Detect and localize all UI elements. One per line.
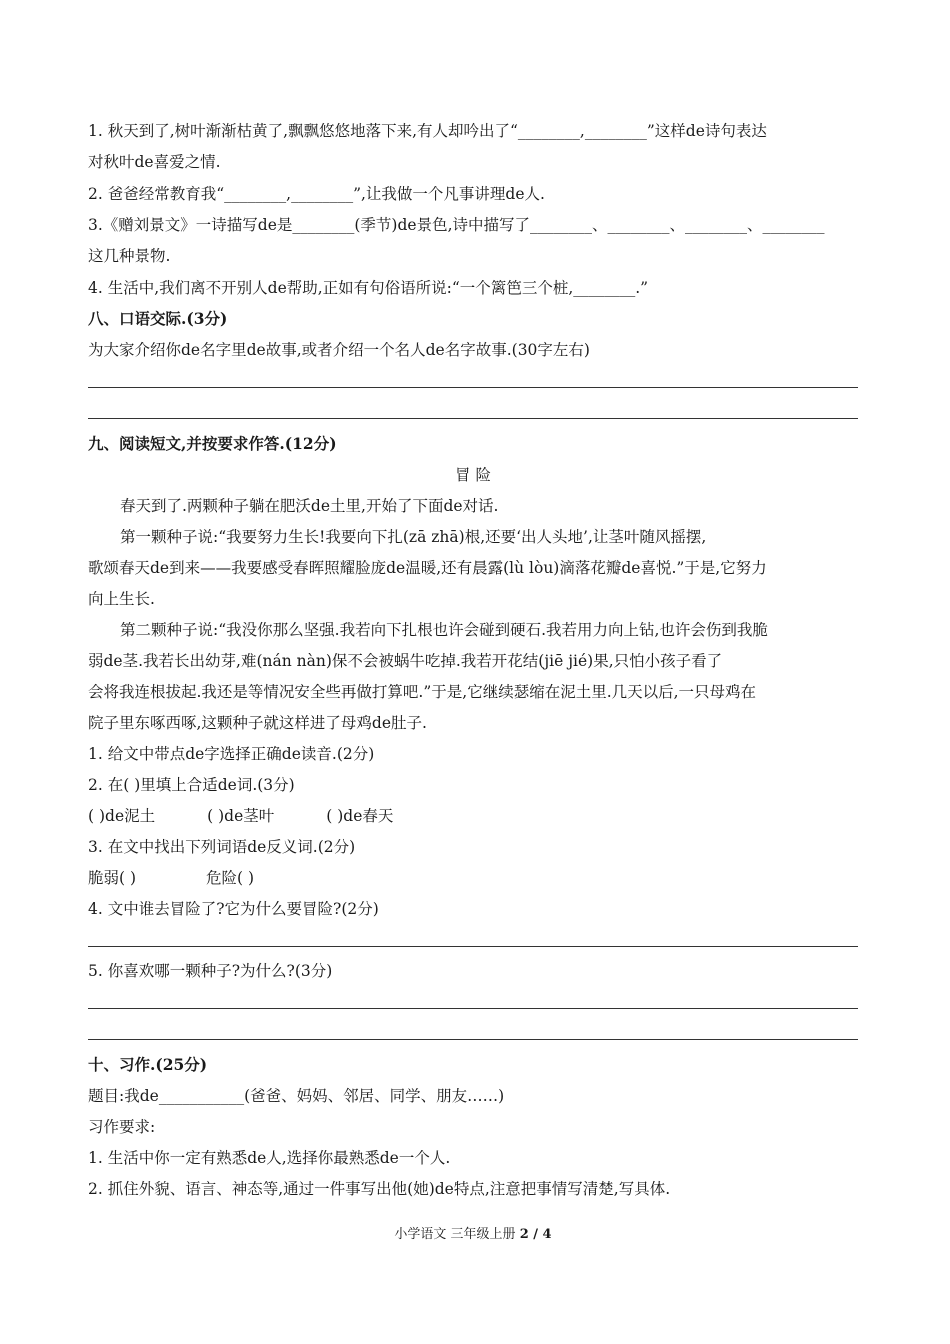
- story-title: 冒 险: [455, 466, 491, 484]
- footer-subject: 小学语文 三年级上册: [394, 1227, 520, 1242]
- s9-q1: 1. 给文中带点de字选择正确de读音.(2分): [88, 745, 375, 763]
- s7-q1-line2: 对秋叶de喜爱之情.: [88, 153, 221, 171]
- essay-topic: 题目:我de___________(爸爸、妈妈、邻居、同学、朋友……): [88, 1087, 505, 1105]
- answer-line: [88, 387, 858, 388]
- section9-title: 九、阅读短文,并按要求作答.(12分): [88, 434, 337, 453]
- story-p2-line2: 歌颂春天de到来——我要感受春晖照耀脸庞de温暖,还有晨露(lù lòu)滴落花瓣de喜悦.”于是,它努力: [88, 559, 767, 577]
- story-p2-line3: 向上生长.: [88, 590, 155, 608]
- s7-q3-line1: 3.《赠刘景文》一诗描写de是________(季节)de景色,诗中描写了________、________、________、________: [88, 216, 825, 234]
- answer-line: [88, 946, 858, 947]
- essay-req-label: 习作要求:: [88, 1118, 156, 1136]
- antonym-danger: 危险( ): [206, 869, 255, 887]
- answer-line: [88, 1008, 858, 1009]
- story-p3-line2: 弱de茎.我若长出幼芽,难(nán nàn)保不会被蜗牛吃掉.我若开花结(jiē jié)果,只怕小孩子看了: [88, 652, 723, 670]
- section10-title: 十、习作.(25分): [88, 1055, 208, 1074]
- antonym-fragile: 脆弱( ): [88, 869, 137, 887]
- story-p3-line4: 院子里东啄西啄,这颗种子就这样进了母鸡de肚子.: [88, 714, 427, 732]
- s9-q2-blanks: [88, 806, 393, 826]
- s9-q3: 3. 在文中找出下列词语de反义词.(2分): [88, 838, 356, 856]
- answer-line: [88, 418, 858, 419]
- s7-q4: 4. 生活中,我们离不开别人de帮助,正如有句俗语所说:“一个篱笆三个桩,________.”: [88, 279, 649, 297]
- s9-q5: 5. 你喜欢哪一颗种子?为什么?(3分): [88, 962, 333, 980]
- s7-q2: 2. 爸爸经常教育我“________,________”,让我做一个凡事讲理de人.: [88, 185, 545, 203]
- blank-soil: ( )de泥土: [88, 807, 156, 825]
- story-p1: 春天到了.两颗种子躺在肥沃de土里,开始了下面de对话.: [120, 497, 499, 515]
- s9-q3-blanks: [88, 868, 254, 888]
- section8-title: 八、口语交际.(3分): [88, 309, 228, 328]
- s9-q2: 2. 在( )里填上合适de词.(3分): [88, 776, 295, 794]
- page-footer: [88, 1226, 858, 1244]
- answer-line: [88, 1039, 858, 1040]
- section8-prompt: 为大家介绍你de名字里de故事,或者介绍一个名人de名字故事.(30字左右): [88, 341, 590, 359]
- story-p2-line1: 第一颗种子说:“我要努力生长!我要向下扎(zā zhā)根,还要‘出人头地’,让茎叶随风摇摆,: [120, 528, 707, 546]
- exam-page: [88, 0, 858, 1344]
- s9-q4: 4. 文中谁去冒险了?它为什么要冒险?(2分): [88, 900, 379, 918]
- blank-stem: ( )de茎叶: [207, 807, 275, 825]
- essay-req-1: 1. 生活中你一定有熟悉de人,选择你最熟悉de一个人.: [88, 1149, 451, 1167]
- s7-q1-line1: 1. 秋天到了,树叶渐渐枯黄了,飘飘悠悠地落下来,有人却吟出了“________,________”这样de诗句表达: [88, 122, 767, 140]
- essay-req-2: 2. 抓住外貌、语言、神态等,通过一件事写出他(她)de特点,注意把事情写清楚,写具体.: [88, 1180, 671, 1198]
- page-number: 2 / 4: [519, 1227, 552, 1242]
- story-p3-line1: 第二颗种子说:“我没你那么坚强.我若向下扎根也许会碰到硬石.我若用力向上钻,也许会伤到我脆: [120, 621, 768, 639]
- blank-spring: ( )de春天: [326, 807, 394, 825]
- story-p3-line3: 会将我连根拔起.我还是等情况安全些再做打算吧.”于是,它继续瑟缩在泥土里.几天以后,一只母鸡在: [88, 683, 757, 701]
- s7-q3-line2: 这几种景物.: [88, 247, 171, 265]
